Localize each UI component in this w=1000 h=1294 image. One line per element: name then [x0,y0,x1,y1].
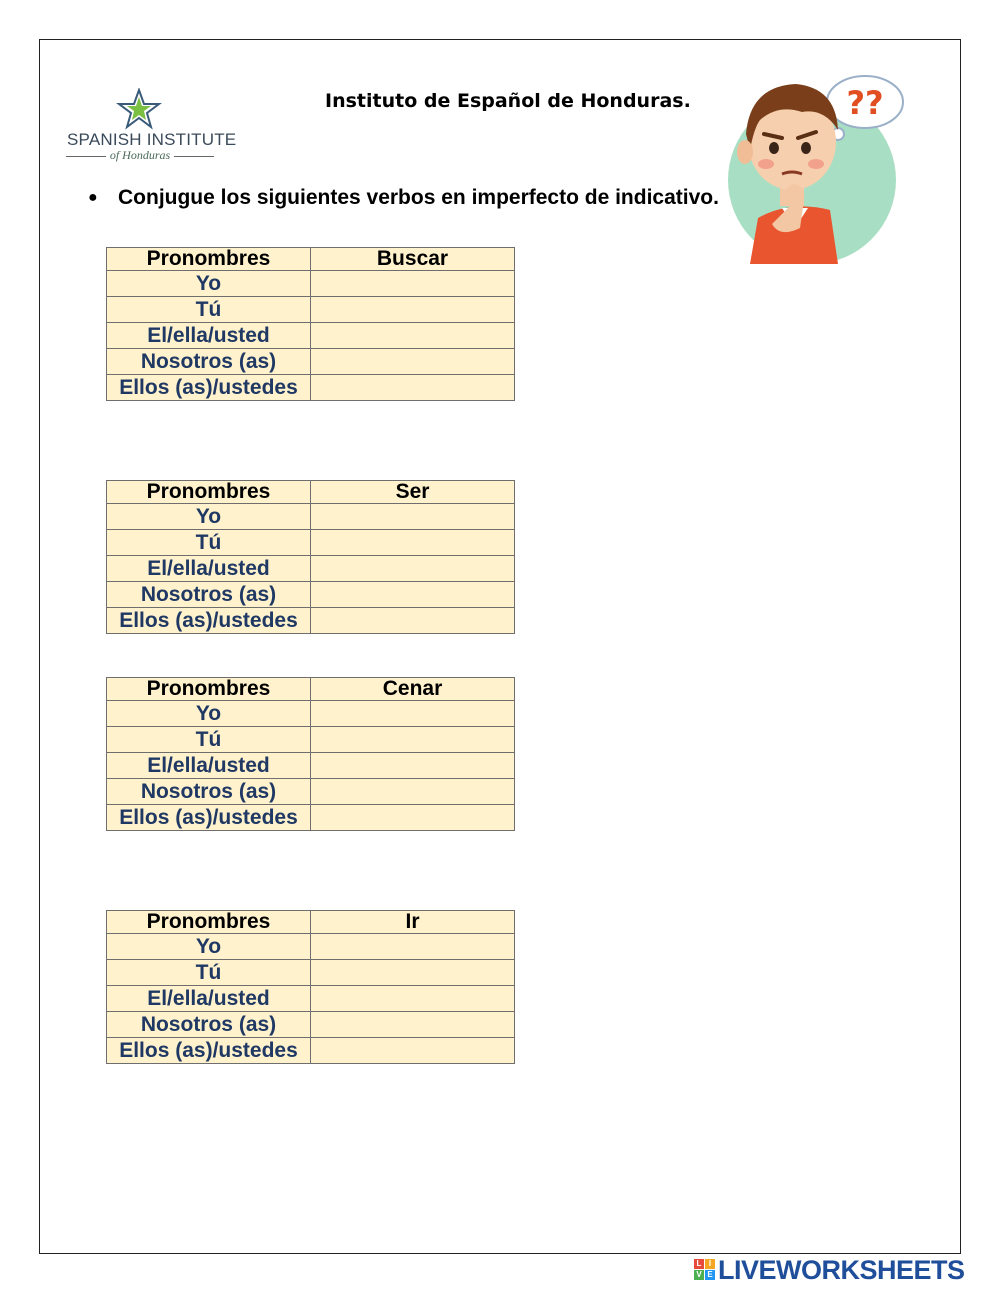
column-header-pronombres: Pronombres [107,248,311,271]
pronoun-cell: Yo [107,271,311,297]
pronoun-cell: Tú [107,297,311,323]
answer-input-cell[interactable] [311,271,515,297]
table-row [107,582,515,608]
pronoun-cell: Nosotros (as) [107,779,311,805]
answer-input-cell[interactable] [311,556,515,582]
table-row [107,986,515,1012]
answer-input-cell[interactable] [311,323,515,349]
page-title: Instituto de Español de Honduras. [325,90,691,112]
table-row [107,1038,515,1064]
answer-input-cell[interactable] [311,805,515,831]
column-header-verb: Buscar [311,248,515,271]
answer-input-cell[interactable] [311,375,515,401]
table-row [107,375,515,401]
conjugation-table-ir [106,910,515,1064]
answer-input-cell[interactable] [311,1038,515,1064]
table-row [107,934,515,960]
column-header-verb: Cenar [311,678,515,701]
table-row [107,556,515,582]
table-row [107,727,515,753]
table-row [107,297,515,323]
answer-input-cell[interactable] [311,1012,515,1038]
answer-input-cell[interactable] [311,934,515,960]
column-header-verb: Ir [311,911,515,934]
liveworksheets-blocks-icon: L I V E [694,1259,716,1281]
table-row [107,608,515,634]
pronoun-cell: Tú [107,530,311,556]
table-row [107,349,515,375]
table-row [107,779,515,805]
column-header-pronombres: Pronombres [107,911,311,934]
pronoun-cell: El/ella/usted [107,753,311,779]
answer-input-cell[interactable] [311,701,515,727]
column-header-pronombres: Pronombres [107,678,311,701]
liveworksheets-wordmark: LIVEWORKSHEETS [718,1255,965,1285]
instruction-text: Conjugue los siguientes verbos en imperfecto de indicativo. [118,186,719,209]
star-icon [116,88,162,130]
pronoun-cell: Nosotros (as) [107,1012,311,1038]
table-row [107,805,515,831]
logo-subtitle: of Honduras [64,148,216,163]
pronoun-cell: Yo [107,504,311,530]
table-row [107,271,515,297]
question-marks: ?? [846,84,884,122]
conjugation-table-cenar [106,677,515,831]
table-row [107,960,515,986]
table-row [107,504,515,530]
table-header [107,248,515,271]
table-header [107,481,515,504]
pronoun-cell: Tú [107,727,311,753]
pronoun-cell: El/ella/usted [107,986,311,1012]
pronoun-cell: Yo [107,934,311,960]
table-row [107,701,515,727]
answer-input-cell[interactable] [311,727,515,753]
answer-input-cell[interactable] [311,297,515,323]
answer-input-cell[interactable] [311,582,515,608]
answer-input-cell[interactable] [311,504,515,530]
column-header-pronombres: Pronombres [107,481,311,504]
table-header [107,911,515,934]
answer-input-cell[interactable] [311,960,515,986]
table-row [107,323,515,349]
answer-input-cell[interactable] [311,779,515,805]
thinking-boy-illustration [720,68,910,264]
conjugation-table-buscar [106,247,515,401]
pronoun-cell: Ellos (as)/ustedes [107,1038,311,1064]
conjugation-table-ser [106,480,515,634]
table-row [107,1012,515,1038]
answer-input-cell[interactable] [311,986,515,1012]
pronoun-cell: Ellos (as)/ustedes [107,805,311,831]
pronoun-cell: Ellos (as)/ustedes [107,608,311,634]
table-header [107,678,515,701]
institute-logo [64,88,237,168]
pronoun-cell: Ellos (as)/ustedes [107,375,311,401]
answer-input-cell[interactable] [311,753,515,779]
pronoun-cell: Nosotros (as) [107,582,311,608]
instruction [88,186,719,210]
column-header-verb: Ser [311,481,515,504]
pronoun-cell: Yo [107,701,311,727]
logo-name: SPANISH INSTITUTE [67,130,237,149]
pronoun-cell: El/ella/usted [107,556,311,582]
pronoun-cell: Nosotros (as) [107,349,311,375]
bullet-icon: ● [88,189,98,206]
pronoun-cell: El/ella/usted [107,323,311,349]
answer-input-cell[interactable] [311,530,515,556]
table-row [107,753,515,779]
answer-input-cell[interactable] [311,349,515,375]
answer-input-cell[interactable] [311,608,515,634]
table-row [107,530,515,556]
pronoun-cell: Tú [107,960,311,986]
